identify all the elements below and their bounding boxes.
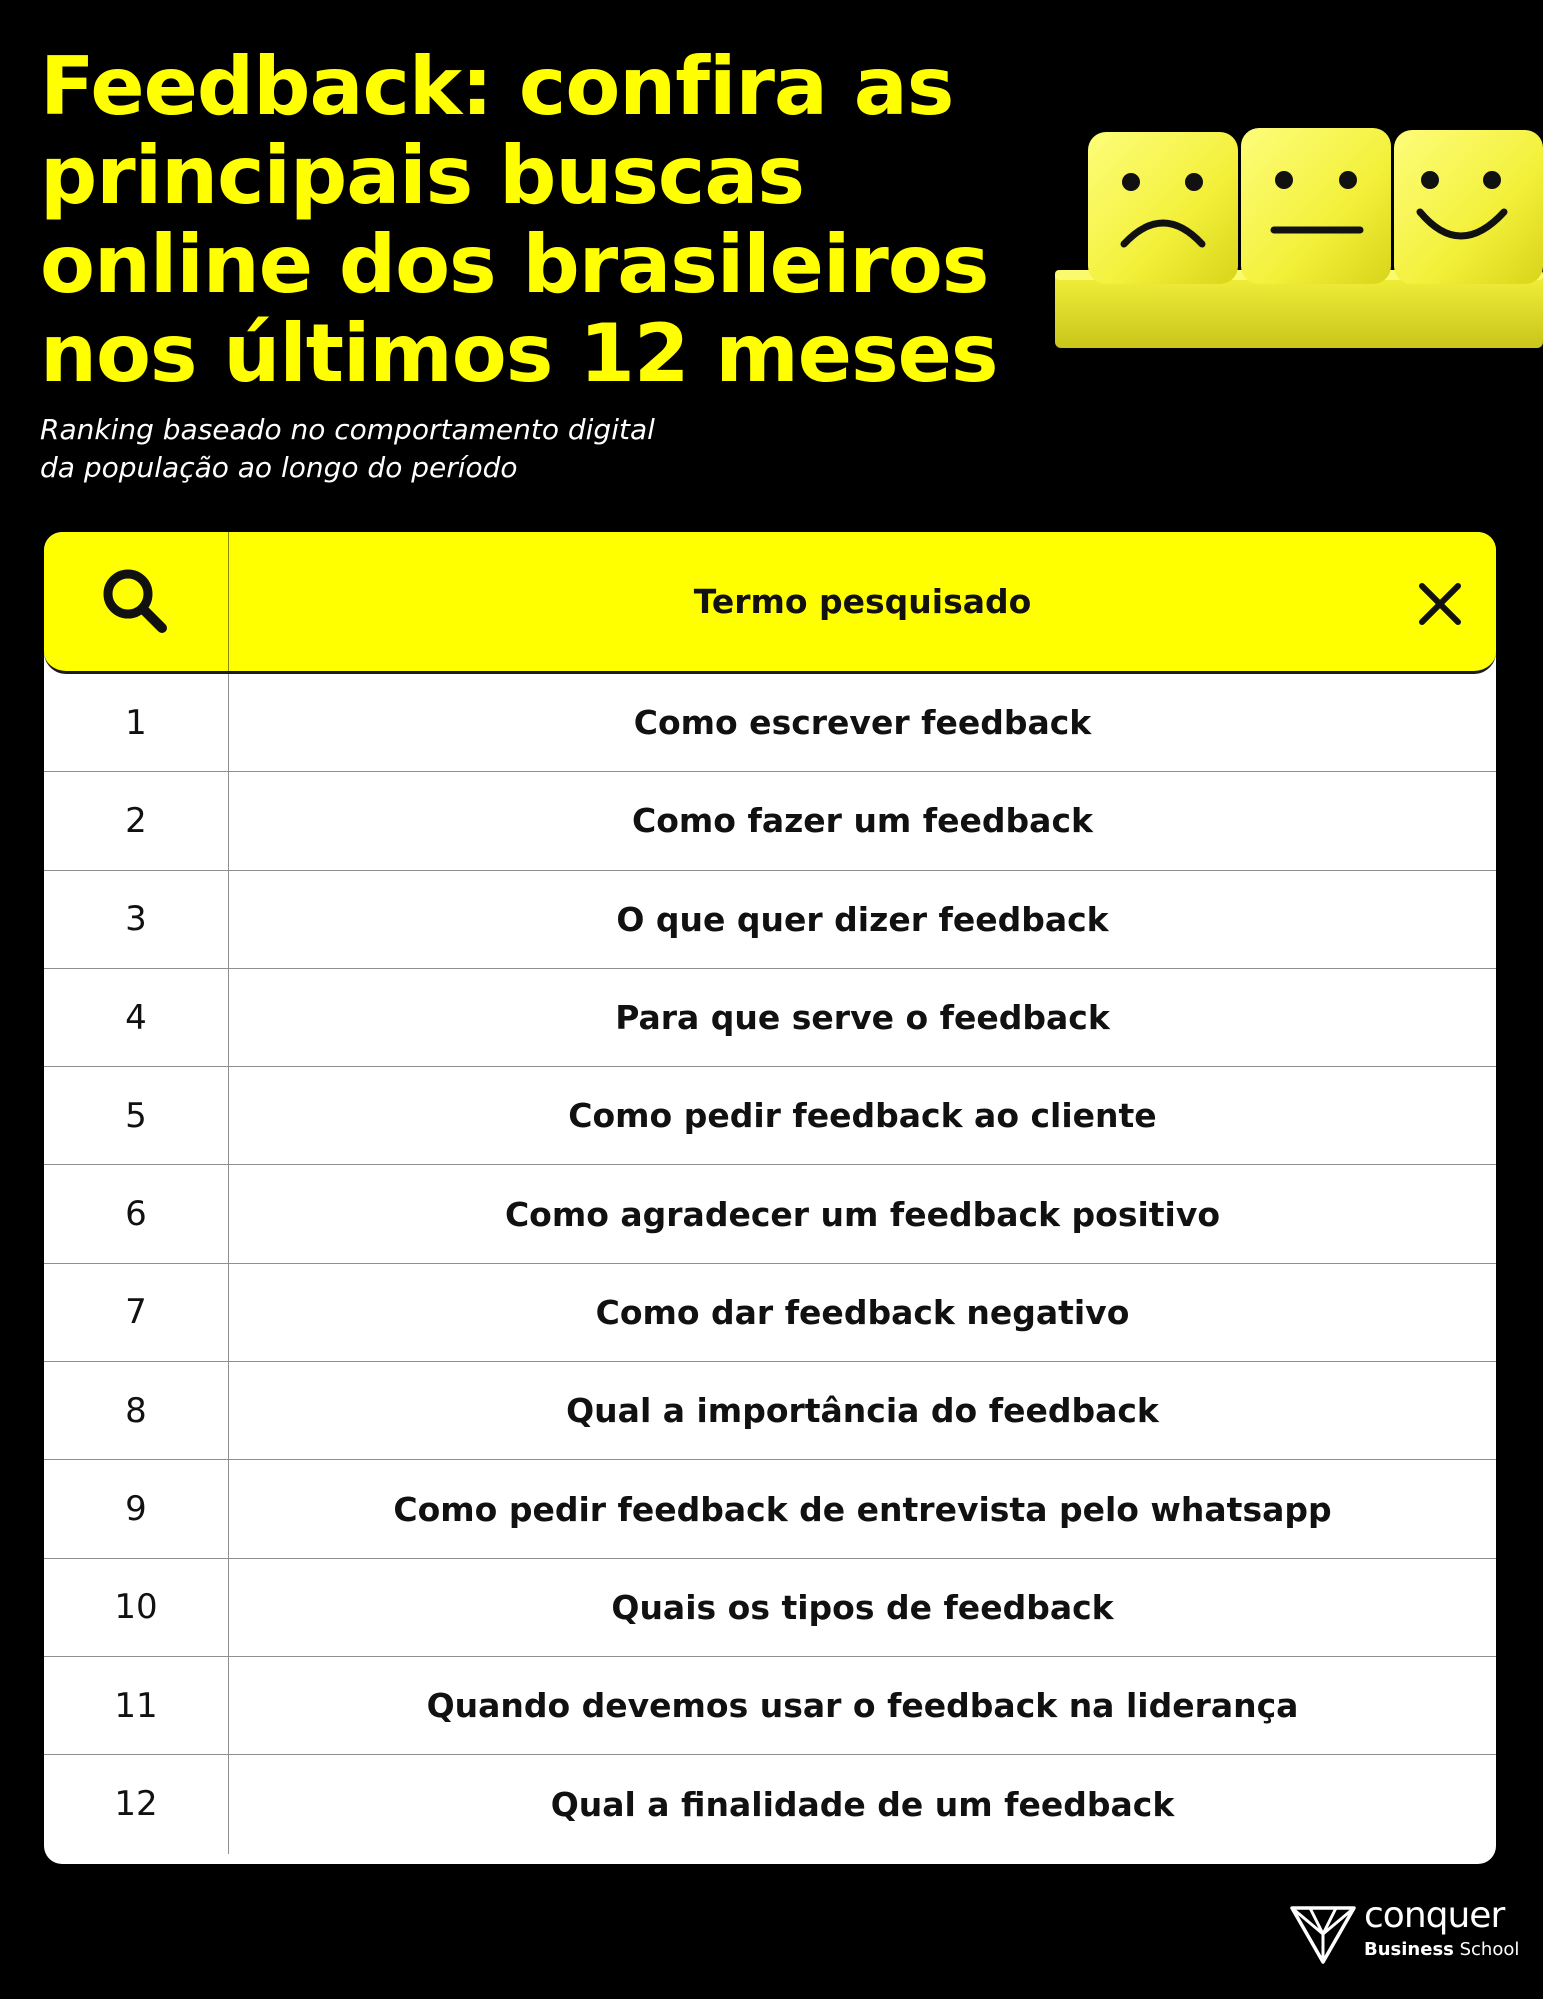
rank-cell: 10 [44, 1559, 229, 1656]
table-row [44, 772, 1496, 870]
table-row [44, 1460, 1496, 1558]
column-header-term: Termo pesquisado [693, 582, 1032, 621]
table-row [44, 1755, 1496, 1853]
rank-cell: 8 [44, 1362, 229, 1459]
term-cell: Qual a finalidade de um feedback [550, 1784, 1175, 1824]
term-cell: Como pedir feedback ao cliente [568, 1096, 1157, 1136]
neutral-face-icon [1241, 128, 1391, 284]
term-cell: O que quer dizer feedback [616, 899, 1109, 939]
table-row [44, 674, 1496, 772]
subtitle-line-2: da população ao longo do período [40, 451, 518, 484]
rank-cell: 3 [44, 871, 229, 968]
search-icon[interactable] [96, 562, 176, 642]
logo-wordmark: conquer [1364, 1895, 1505, 1936]
rank-cell: 9 [44, 1460, 229, 1557]
rank-cell: 6 [44, 1165, 229, 1262]
logo-tagline-bold: Business [1364, 1939, 1454, 1960]
table-row [44, 1559, 1496, 1657]
table-row [44, 871, 1496, 969]
term-cell: Como agradecer um feedback positivo [504, 1194, 1221, 1234]
search-ranking-table [44, 532, 1496, 1864]
table-row [44, 1067, 1496, 1165]
rank-cell: 2 [44, 772, 229, 869]
rank-cell: 1 [44, 674, 229, 771]
term-cell: Como escrever feedback [633, 703, 1092, 743]
search-icon-cell [44, 532, 229, 671]
term-cell: Qual a importância do feedback [566, 1391, 1159, 1431]
term-cell: Como pedir feedback de entrevista pelo whatsapp [393, 1489, 1332, 1529]
logo-tagline [1364, 1940, 1519, 1960]
brand-logo [1288, 1896, 1518, 1968]
table-row [44, 1165, 1496, 1263]
table-body [44, 674, 1496, 1854]
page-subtitle [40, 411, 740, 487]
rank-cell: 4 [44, 969, 229, 1066]
rank-cell: 7 [44, 1264, 229, 1361]
logo-mark-icon [1288, 1900, 1358, 1966]
table-row [44, 1362, 1496, 1460]
rank-cell: 11 [44, 1657, 229, 1754]
sad-face-icon [1088, 132, 1238, 284]
rank-cell: 12 [44, 1755, 229, 1853]
term-cell: Para que serve o feedback [615, 998, 1110, 1038]
subtitle-line-1: Ranking baseado no comportamento digital [40, 413, 655, 446]
term-cell: Quais os tipos de feedback [611, 1587, 1114, 1627]
logo-tagline-regular: School [1459, 1939, 1520, 1960]
close-icon[interactable] [1418, 582, 1462, 626]
rank-cell: 5 [44, 1067, 229, 1164]
page-title: Feedback: confira as principais buscas online dos brasileiros nos últimos 12 meses [40, 40, 998, 400]
term-cell: Quando devemos usar o feedback na liderança [426, 1686, 1299, 1726]
emoji-cubes-illustration [1052, 120, 1543, 360]
happy-face-icon [1394, 130, 1543, 284]
term-cell: Como dar feedback negativo [595, 1292, 1130, 1332]
table-row [44, 1657, 1496, 1755]
table-row [44, 1264, 1496, 1362]
term-cell: Como fazer um feedback [632, 801, 1093, 841]
table-header [44, 532, 1496, 674]
table-row [44, 969, 1496, 1067]
